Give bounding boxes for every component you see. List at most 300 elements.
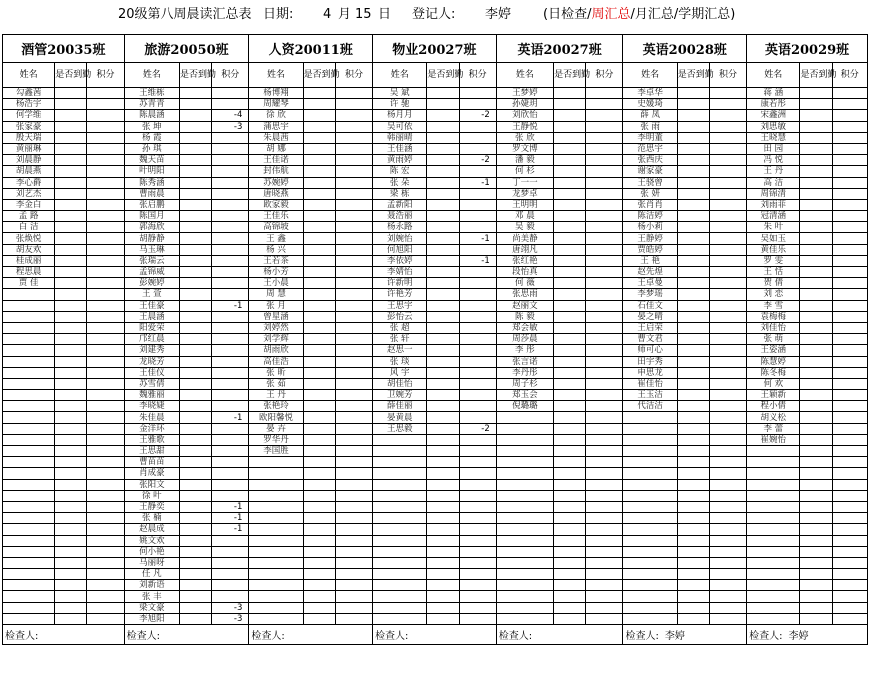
attendance-cell[interactable] xyxy=(55,546,87,557)
points-cell[interactable] xyxy=(832,188,867,199)
points-cell[interactable] xyxy=(212,289,249,300)
student-name-cell[interactable] xyxy=(3,490,55,501)
attendance-cell[interactable] xyxy=(55,132,87,143)
attendance-cell[interactable] xyxy=(55,446,87,457)
attendance-cell[interactable] xyxy=(677,513,709,524)
student-name-cell[interactable]: 徐 叶 xyxy=(124,490,179,501)
points-cell[interactable] xyxy=(459,99,496,110)
points-cell[interactable] xyxy=(709,569,746,580)
attendance-cell[interactable] xyxy=(554,546,586,557)
student-name-cell[interactable]: 刘学辉 xyxy=(249,334,303,345)
student-name-cell[interactable]: 吴 毅 xyxy=(496,222,553,233)
points-cell[interactable] xyxy=(459,535,496,546)
points-cell[interactable] xyxy=(709,390,746,401)
attendance-cell[interactable] xyxy=(303,278,335,289)
points-cell[interactable] xyxy=(212,278,249,289)
points-cell[interactable] xyxy=(87,334,124,345)
attendance-cell[interactable] xyxy=(800,434,832,445)
student-name-cell[interactable]: 刘思敏 xyxy=(747,121,800,132)
student-name-cell[interactable] xyxy=(3,501,55,512)
student-name-cell[interactable]: 杨 兴 xyxy=(249,244,303,255)
student-name-cell[interactable]: 袁梅梅 xyxy=(747,311,800,322)
student-name-cell[interactable]: 李金白 xyxy=(3,199,55,210)
attendance-cell[interactable] xyxy=(677,166,709,177)
attendance-cell[interactable] xyxy=(427,423,459,434)
student-name-cell[interactable]: 胡佳怡 xyxy=(373,378,427,389)
attendance-cell[interactable] xyxy=(55,233,87,244)
points-cell[interactable] xyxy=(335,188,372,199)
student-name-cell[interactable]: 陈秀涵 xyxy=(124,177,179,188)
student-name-cell[interactable]: 张 昕 xyxy=(249,367,303,378)
attendance-cell[interactable] xyxy=(427,211,459,222)
student-name-cell[interactable]: 刘婷然 xyxy=(249,322,303,333)
attendance-cell[interactable] xyxy=(179,99,211,110)
student-name-cell[interactable]: 彭婉婷 xyxy=(124,278,179,289)
attendance-cell[interactable] xyxy=(554,378,586,389)
student-name-cell[interactable] xyxy=(373,513,427,524)
student-name-cell[interactable] xyxy=(496,501,553,512)
points-cell[interactable] xyxy=(335,166,372,177)
student-name-cell[interactable] xyxy=(496,457,553,468)
points-cell[interactable] xyxy=(586,613,623,624)
student-name-cell[interactable]: 周耀琴 xyxy=(249,99,303,110)
points-cell[interactable] xyxy=(832,199,867,210)
points-cell[interactable] xyxy=(87,132,124,143)
student-name-cell[interactable] xyxy=(623,513,677,524)
attendance-cell[interactable] xyxy=(179,199,211,210)
points-cell[interactable] xyxy=(459,468,496,479)
attendance-cell[interactable] xyxy=(677,311,709,322)
student-name-cell[interactable] xyxy=(623,446,677,457)
student-name-cell[interactable]: 唐翊凡 xyxy=(496,244,553,255)
attendance-cell[interactable] xyxy=(55,255,87,266)
points-cell[interactable] xyxy=(832,311,867,322)
attendance-cell[interactable] xyxy=(179,222,211,233)
attendance-cell[interactable] xyxy=(427,591,459,602)
attendance-cell[interactable] xyxy=(800,356,832,367)
attendance-cell[interactable] xyxy=(55,88,87,99)
student-name-cell[interactable]: 康若彤 xyxy=(747,99,800,110)
attendance-cell[interactable] xyxy=(55,591,87,602)
student-name-cell[interactable]: 田宇秀 xyxy=(623,356,677,367)
points-cell[interactable] xyxy=(832,300,867,311)
points-cell[interactable] xyxy=(832,267,867,278)
attendance-cell[interactable] xyxy=(179,278,211,289)
points-cell[interactable] xyxy=(586,99,623,110)
points-cell[interactable] xyxy=(335,524,372,535)
points-cell[interactable] xyxy=(87,143,124,154)
attendance-cell[interactable] xyxy=(554,166,586,177)
attendance-cell[interactable] xyxy=(677,334,709,345)
attendance-cell[interactable] xyxy=(55,423,87,434)
points-cell[interactable] xyxy=(87,501,124,512)
attendance-cell[interactable] xyxy=(677,546,709,557)
points-cell[interactable] xyxy=(832,401,867,412)
student-name-cell[interactable]: 陈洁婷 xyxy=(623,211,677,222)
student-name-cell[interactable] xyxy=(373,602,427,613)
student-name-cell[interactable]: 杨月月 xyxy=(373,110,427,121)
attendance-cell[interactable] xyxy=(677,446,709,457)
attendance-cell[interactable] xyxy=(179,255,211,266)
student-name-cell[interactable]: 王 艳 xyxy=(623,255,677,266)
attendance-cell[interactable] xyxy=(800,322,832,333)
attendance-cell[interactable] xyxy=(303,479,335,490)
points-cell[interactable] xyxy=(459,490,496,501)
points-cell[interactable] xyxy=(832,457,867,468)
points-cell[interactable] xyxy=(459,121,496,132)
student-name-cell[interactable] xyxy=(3,569,55,580)
points-cell[interactable] xyxy=(212,390,249,401)
attendance-cell[interactable] xyxy=(677,132,709,143)
student-name-cell[interactable]: 范思宇 xyxy=(623,143,677,154)
student-name-cell[interactable]: 刘佳怡 xyxy=(747,322,800,333)
student-name-cell[interactable]: 赵先煌 xyxy=(623,267,677,278)
student-name-cell[interactable]: 马玉琳 xyxy=(124,244,179,255)
points-cell[interactable] xyxy=(459,457,496,468)
student-name-cell[interactable]: 李 蕾 xyxy=(747,423,800,434)
points-cell[interactable] xyxy=(335,468,372,479)
attendance-cell[interactable] xyxy=(800,88,832,99)
student-name-cell[interactable]: 张 茹 xyxy=(249,378,303,389)
student-name-cell[interactable]: 罗 雯 xyxy=(747,255,800,266)
student-name-cell[interactable]: 张 丰 xyxy=(124,591,179,602)
points-cell[interactable] xyxy=(586,602,623,613)
points-cell[interactable] xyxy=(459,356,496,367)
points-cell[interactable] xyxy=(586,166,623,177)
student-name-cell[interactable]: 朱 叶 xyxy=(747,222,800,233)
attendance-cell[interactable] xyxy=(554,255,586,266)
points-cell[interactable] xyxy=(586,446,623,457)
points-cell[interactable] xyxy=(459,334,496,345)
student-name-cell[interactable] xyxy=(373,446,427,457)
student-name-cell[interactable]: 王 鑫 xyxy=(249,233,303,244)
attendance-cell[interactable] xyxy=(677,255,709,266)
attendance-cell[interactable] xyxy=(427,580,459,591)
attendance-cell[interactable] xyxy=(303,267,335,278)
student-name-cell[interactable] xyxy=(373,613,427,624)
student-name-cell[interactable]: 李晓婕 xyxy=(124,401,179,412)
attendance-cell[interactable] xyxy=(55,300,87,311)
student-name-cell[interactable] xyxy=(623,501,677,512)
points-cell[interactable] xyxy=(586,591,623,602)
attendance-cell[interactable] xyxy=(179,591,211,602)
student-name-cell[interactable]: 杨小芳 xyxy=(249,267,303,278)
student-name-cell[interactable]: 韩丽晴 xyxy=(373,132,427,143)
points-cell[interactable] xyxy=(87,557,124,568)
student-name-cell[interactable]: 李 彤 xyxy=(496,345,553,356)
points-cell[interactable] xyxy=(459,479,496,490)
student-name-cell[interactable]: 王卓曼 xyxy=(623,278,677,289)
points-cell[interactable] xyxy=(832,569,867,580)
attendance-cell[interactable] xyxy=(55,99,87,110)
points-cell[interactable] xyxy=(335,155,372,166)
attendance-cell[interactable] xyxy=(55,613,87,624)
student-name-cell[interactable]: 黄雨婷 xyxy=(373,155,427,166)
attendance-cell[interactable] xyxy=(677,569,709,580)
points-cell[interactable] xyxy=(87,479,124,490)
student-name-cell[interactable]: 刘 恋 xyxy=(747,289,800,300)
points-cell[interactable] xyxy=(459,300,496,311)
student-name-cell[interactable]: 邓 晨 xyxy=(496,211,553,222)
student-name-cell[interactable]: 晏 卉 xyxy=(249,423,303,434)
student-name-cell[interactable] xyxy=(3,580,55,591)
attendance-cell[interactable] xyxy=(179,479,211,490)
attendance-cell[interactable] xyxy=(800,524,832,535)
attendance-cell[interactable] xyxy=(55,322,87,333)
attendance-cell[interactable] xyxy=(800,501,832,512)
attendance-cell[interactable] xyxy=(55,199,87,210)
points-cell[interactable] xyxy=(586,468,623,479)
attendance-cell[interactable] xyxy=(800,233,832,244)
points-cell[interactable] xyxy=(87,490,124,501)
attendance-cell[interactable] xyxy=(554,267,586,278)
points-cell[interactable] xyxy=(87,569,124,580)
points-cell[interactable] xyxy=(832,580,867,591)
points-cell[interactable] xyxy=(459,446,496,457)
points-cell[interactable] xyxy=(709,546,746,557)
student-name-cell[interactable] xyxy=(3,322,55,333)
student-name-cell[interactable]: 张 雨 xyxy=(623,121,677,132)
student-name-cell[interactable] xyxy=(3,524,55,535)
student-name-cell[interactable] xyxy=(3,446,55,457)
attendance-cell[interactable] xyxy=(677,322,709,333)
student-name-cell[interactable]: 李 雪 xyxy=(747,300,800,311)
attendance-cell[interactable] xyxy=(55,211,87,222)
attendance-cell[interactable] xyxy=(427,199,459,210)
points-cell[interactable] xyxy=(459,267,496,278)
student-name-cell[interactable]: 赵思一 xyxy=(373,345,427,356)
points-cell[interactable] xyxy=(212,434,249,445)
attendance-cell[interactable] xyxy=(554,278,586,289)
student-name-cell[interactable]: 陈国月 xyxy=(124,211,179,222)
attendance-cell[interactable] xyxy=(427,222,459,233)
points-cell[interactable] xyxy=(335,356,372,367)
student-name-cell[interactable]: 李依婷 xyxy=(373,255,427,266)
student-name-cell[interactable]: 倪璐璐 xyxy=(496,401,553,412)
student-name-cell[interactable]: 薛 凤 xyxy=(623,110,677,121)
student-name-cell[interactable]: 蒲思宇 xyxy=(249,121,303,132)
student-name-cell[interactable]: 师可心 xyxy=(623,345,677,356)
attendance-cell[interactable] xyxy=(554,613,586,624)
student-name-cell[interactable] xyxy=(747,602,800,613)
points-cell[interactable] xyxy=(87,390,124,401)
attendance-cell[interactable] xyxy=(179,513,211,524)
student-name-cell[interactable] xyxy=(249,468,303,479)
attendance-cell[interactable] xyxy=(554,121,586,132)
student-name-cell[interactable] xyxy=(496,535,553,546)
student-name-cell[interactable] xyxy=(623,423,677,434)
student-name-cell[interactable] xyxy=(747,546,800,557)
attendance-cell[interactable] xyxy=(800,423,832,434)
points-cell[interactable] xyxy=(335,278,372,289)
points-cell[interactable] xyxy=(87,110,124,121)
student-name-cell[interactable]: 贾皓婷 xyxy=(623,244,677,255)
points-cell[interactable] xyxy=(832,412,867,423)
attendance-cell[interactable] xyxy=(303,233,335,244)
student-name-cell[interactable]: 张艳玲 xyxy=(249,401,303,412)
attendance-cell[interactable] xyxy=(677,602,709,613)
points-cell[interactable] xyxy=(335,569,372,580)
points-cell[interactable] xyxy=(586,345,623,356)
points-cell[interactable] xyxy=(335,557,372,568)
attendance-cell[interactable] xyxy=(55,367,87,378)
points-cell[interactable] xyxy=(87,233,124,244)
student-name-cell[interactable]: 王思毅 xyxy=(373,423,427,434)
points-cell[interactable] xyxy=(709,345,746,356)
student-name-cell[interactable]: 刘雨菲 xyxy=(747,199,800,210)
attendance-cell[interactable] xyxy=(303,211,335,222)
attendance-cell[interactable] xyxy=(427,99,459,110)
points-cell[interactable] xyxy=(709,121,746,132)
points-cell[interactable] xyxy=(212,356,249,367)
points-cell[interactable] xyxy=(87,591,124,602)
points-cell[interactable] xyxy=(709,434,746,445)
attendance-cell[interactable] xyxy=(800,211,832,222)
student-name-cell[interactable] xyxy=(496,513,553,524)
points-cell[interactable] xyxy=(586,356,623,367)
attendance-cell[interactable] xyxy=(427,166,459,177)
points-cell[interactable]: -1 xyxy=(459,255,496,266)
attendance-cell[interactable] xyxy=(179,121,211,132)
student-name-cell[interactable]: 何学维 xyxy=(3,110,55,121)
points-cell[interactable] xyxy=(335,501,372,512)
attendance-cell[interactable] xyxy=(800,569,832,580)
attendance-cell[interactable] xyxy=(179,446,211,457)
attendance-cell[interactable] xyxy=(303,188,335,199)
attendance-cell[interactable] xyxy=(554,289,586,300)
attendance-cell[interactable] xyxy=(427,300,459,311)
student-name-cell[interactable]: 王 丹 xyxy=(249,390,303,401)
points-cell[interactable] xyxy=(586,423,623,434)
student-name-cell[interactable]: 李明董 xyxy=(623,132,677,143)
student-name-cell[interactable] xyxy=(249,501,303,512)
attendance-cell[interactable] xyxy=(179,535,211,546)
student-name-cell[interactable] xyxy=(3,591,55,602)
points-cell[interactable] xyxy=(832,345,867,356)
attendance-cell[interactable] xyxy=(427,446,459,457)
points-cell[interactable] xyxy=(335,345,372,356)
student-name-cell[interactable]: 程小倩 xyxy=(747,401,800,412)
attendance-cell[interactable] xyxy=(554,557,586,568)
points-cell[interactable] xyxy=(212,322,249,333)
student-name-cell[interactable] xyxy=(3,546,55,557)
points-cell[interactable] xyxy=(586,513,623,524)
attendance-cell[interactable] xyxy=(677,390,709,401)
points-cell[interactable] xyxy=(212,546,249,557)
attendance-cell[interactable] xyxy=(427,546,459,557)
student-name-cell[interactable]: 周子杉 xyxy=(496,378,553,389)
attendance-cell[interactable] xyxy=(800,378,832,389)
points-cell[interactable] xyxy=(459,524,496,535)
points-cell[interactable] xyxy=(709,356,746,367)
student-name-cell[interactable] xyxy=(3,390,55,401)
points-cell[interactable] xyxy=(335,613,372,624)
attendance-cell[interactable] xyxy=(55,524,87,535)
points-cell[interactable] xyxy=(832,557,867,568)
points-cell[interactable] xyxy=(832,155,867,166)
points-cell[interactable] xyxy=(459,412,496,423)
student-name-cell[interactable]: 赵晨成 xyxy=(124,524,179,535)
points-cell[interactable] xyxy=(832,278,867,289)
points-cell[interactable] xyxy=(335,334,372,345)
attendance-cell[interactable] xyxy=(303,468,335,479)
attendance-cell[interactable] xyxy=(800,222,832,233)
student-name-cell[interactable]: 崔佳怡 xyxy=(623,378,677,389)
student-name-cell[interactable] xyxy=(747,591,800,602)
student-name-cell[interactable] xyxy=(373,591,427,602)
attendance-cell[interactable] xyxy=(554,188,586,199)
points-cell[interactable] xyxy=(709,110,746,121)
attendance-cell[interactable] xyxy=(427,155,459,166)
attendance-cell[interactable] xyxy=(179,132,211,143)
points-cell[interactable] xyxy=(832,110,867,121)
points-cell[interactable] xyxy=(87,311,124,322)
student-name-cell[interactable] xyxy=(747,479,800,490)
points-cell[interactable] xyxy=(709,468,746,479)
attendance-cell[interactable] xyxy=(554,211,586,222)
points-cell[interactable] xyxy=(212,132,249,143)
points-cell[interactable] xyxy=(709,255,746,266)
student-name-cell[interactable]: 封伟航 xyxy=(249,166,303,177)
student-name-cell[interactable]: 梁文豪 xyxy=(124,602,179,613)
student-name-cell[interactable]: 许 驰 xyxy=(373,99,427,110)
student-name-cell[interactable] xyxy=(623,468,677,479)
points-cell[interactable] xyxy=(335,602,372,613)
attendance-cell[interactable] xyxy=(800,110,832,121)
attendance-cell[interactable] xyxy=(179,267,211,278)
student-name-cell[interactable] xyxy=(496,546,553,557)
student-name-cell[interactable]: 张红艳 xyxy=(496,255,553,266)
attendance-cell[interactable] xyxy=(677,490,709,501)
attendance-cell[interactable] xyxy=(677,211,709,222)
points-cell[interactable] xyxy=(87,613,124,624)
points-cell[interactable] xyxy=(586,143,623,154)
points-cell[interactable] xyxy=(87,121,124,132)
attendance-cell[interactable] xyxy=(55,468,87,479)
attendance-cell[interactable] xyxy=(303,199,335,210)
points-cell[interactable] xyxy=(87,99,124,110)
student-name-cell[interactable] xyxy=(623,434,677,445)
points-cell[interactable] xyxy=(335,244,372,255)
attendance-cell[interactable] xyxy=(55,378,87,389)
points-cell[interactable] xyxy=(87,401,124,412)
points-cell[interactable] xyxy=(459,378,496,389)
points-cell[interactable] xyxy=(335,289,372,300)
student-name-cell[interactable]: 晏黄晨 xyxy=(373,412,427,423)
attendance-cell[interactable] xyxy=(677,121,709,132)
attendance-cell[interactable] xyxy=(677,278,709,289)
attendance-cell[interactable] xyxy=(427,501,459,512)
student-name-cell[interactable]: 苏青青 xyxy=(124,99,179,110)
attendance-cell[interactable] xyxy=(55,356,87,367)
points-cell[interactable] xyxy=(459,244,496,255)
student-name-cell[interactable]: 胡 娜 xyxy=(249,143,303,154)
points-cell[interactable] xyxy=(832,233,867,244)
student-name-cell[interactable] xyxy=(3,378,55,389)
student-name-cell[interactable]: 张肖肖 xyxy=(623,199,677,210)
points-cell[interactable] xyxy=(212,401,249,412)
student-name-cell[interactable]: 何小艳 xyxy=(124,546,179,557)
student-name-cell[interactable]: 阳爱荣 xyxy=(124,322,179,333)
attendance-cell[interactable] xyxy=(427,278,459,289)
points-cell[interactable] xyxy=(586,244,623,255)
attendance-cell[interactable] xyxy=(554,177,586,188)
attendance-cell[interactable] xyxy=(179,88,211,99)
attendance-cell[interactable] xyxy=(800,613,832,624)
attendance-cell[interactable] xyxy=(800,468,832,479)
student-name-cell[interactable] xyxy=(3,311,55,322)
student-name-cell[interactable]: 黄佳乐 xyxy=(747,244,800,255)
